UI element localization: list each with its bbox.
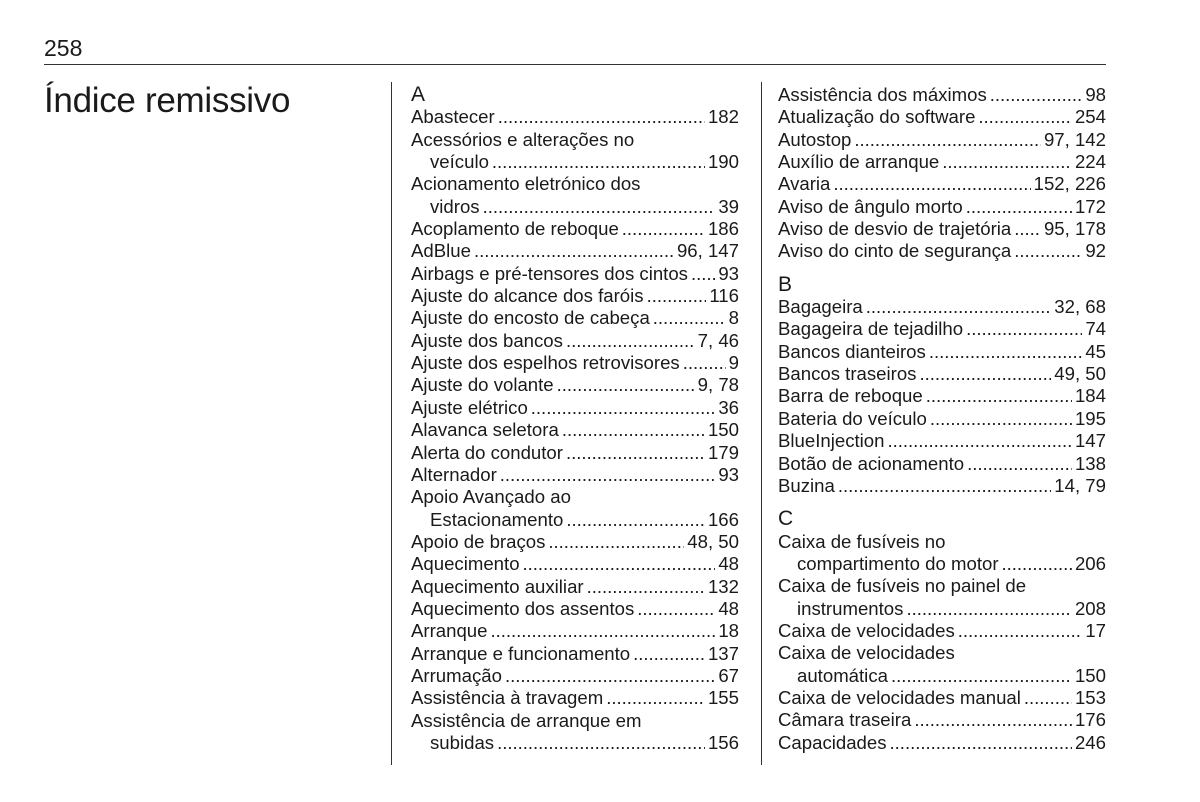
index-entry — [778, 575, 1106, 620]
index-entry — [778, 430, 1106, 452]
column-divider-left — [391, 82, 392, 765]
dot-leader — [978, 106, 1072, 128]
index-term: Aviso do cinto de segurança — [778, 240, 1012, 262]
index-term: Ajuste dos espelhos retrovisores — [411, 352, 680, 374]
index-term: Bagageira — [778, 296, 863, 318]
index-entry — [778, 709, 1106, 731]
index-term: Apoio de braços — [411, 530, 546, 552]
index-term: Arranque e funcionamento — [411, 642, 631, 664]
index-term: Abastecer — [411, 106, 495, 128]
index-entry — [778, 106, 1106, 128]
index-term: Acoplamento de reboque — [411, 218, 619, 240]
dot-leader — [929, 341, 1083, 363]
index-term: Arranque — [411, 620, 488, 642]
dot-leader — [548, 531, 684, 553]
index-entry — [411, 374, 739, 396]
index-page-refs: 92 — [1085, 240, 1106, 262]
index-entry — [411, 553, 739, 575]
index-page-refs: 32, 68 — [1054, 296, 1106, 318]
index-page-refs: 95, 178 — [1043, 218, 1106, 240]
index-page-refs: 96, 147 — [676, 240, 739, 262]
index-entry — [411, 531, 739, 553]
index-term: Apoio Avançado ao — [411, 486, 571, 508]
dot-leader — [833, 173, 1030, 195]
index-entry — [778, 620, 1106, 642]
index-page-refs: 155 — [707, 687, 739, 709]
index-entry — [411, 330, 739, 352]
header-rule — [44, 64, 1106, 65]
index-term: Caixa de velocidades — [778, 642, 955, 664]
index-entry — [411, 665, 739, 687]
dot-leader — [891, 665, 1072, 687]
index-page-refs: 48, 50 — [687, 530, 739, 552]
index-term: Ajuste do alcance dos faróis — [411, 285, 644, 307]
index-page-refs: 150 — [707, 419, 739, 441]
dot-leader — [691, 263, 715, 285]
index-term-continuation: compartimento do motor — [797, 552, 999, 574]
index-page-refs: 184 — [1074, 385, 1106, 407]
index-page-refs: 36 — [718, 396, 739, 418]
index-page-refs: 74 — [1085, 318, 1106, 340]
dot-leader — [1024, 687, 1072, 709]
index-entry — [411, 352, 739, 374]
index-page-refs: 93 — [718, 463, 739, 485]
dot-leader — [930, 408, 1072, 430]
index-page-refs: 14, 79 — [1054, 474, 1106, 496]
dot-leader — [653, 307, 726, 329]
column-divider-right — [761, 82, 762, 765]
index-page-refs: 208 — [1074, 597, 1106, 619]
index-page-refs: 150 — [1074, 664, 1106, 686]
index-term: Acessórios e alterações no — [411, 128, 635, 150]
index-page-refs: 98 — [1085, 84, 1106, 105]
index-page-refs: 39 — [718, 195, 739, 217]
index-entry — [778, 385, 1106, 407]
index-page-refs: 195 — [1074, 407, 1106, 429]
index-entry — [778, 642, 1106, 687]
index-page-refs: 156 — [707, 731, 739, 753]
dot-leader — [990, 84, 1083, 106]
dot-leader — [647, 285, 707, 307]
dot-leader — [497, 732, 705, 754]
dot-leader — [606, 687, 705, 709]
index-term-continuation: automática — [797, 664, 888, 686]
index-page-refs: 97, 142 — [1043, 128, 1106, 150]
index-page-refs: 93 — [718, 262, 739, 284]
index-term: Auxílio de arranque — [778, 151, 940, 173]
index-page-refs: 179 — [707, 441, 739, 463]
index-term-continuation: instrumentos — [797, 597, 904, 619]
dot-leader — [531, 397, 716, 419]
dot-leader — [587, 576, 705, 598]
index-entry — [411, 173, 739, 218]
index-term: Bancos traseiros — [778, 363, 917, 385]
index-term: Bancos dianteiros — [778, 340, 926, 362]
index-page-refs: 9 — [728, 352, 739, 374]
index-entry — [778, 240, 1106, 262]
index-entry — [778, 687, 1106, 709]
index-page-refs: 138 — [1074, 452, 1106, 474]
dot-leader — [967, 453, 1072, 475]
index-term: Alternador — [411, 463, 497, 485]
index-term: Aviso de desvio de trajetória — [778, 218, 1012, 240]
index-term: Aquecimento — [411, 553, 520, 575]
index-page-refs: 152, 226 — [1033, 173, 1106, 195]
index-term: Aquecimento auxiliar — [411, 575, 584, 597]
index-entry — [411, 285, 739, 307]
dot-leader — [1002, 553, 1072, 575]
index-entry — [411, 240, 739, 262]
index-term: Aquecimento dos assentos — [411, 597, 635, 619]
dot-leader — [1014, 218, 1041, 240]
dot-leader — [683, 352, 726, 374]
index-group-letter: B — [778, 272, 793, 296]
index-entry — [778, 218, 1106, 240]
index-term: Bateria do veículo — [778, 407, 927, 429]
index-term: Alerta do condutor — [411, 441, 563, 463]
dot-leader — [866, 296, 1052, 318]
index-term: Capacidades — [778, 731, 887, 753]
index-term: Airbags e pré-tensores dos cintos — [411, 262, 688, 284]
index-term: Barra de reboque — [778, 385, 923, 407]
dot-leader — [854, 129, 1041, 151]
index-term: BlueInjection — [778, 430, 885, 452]
index-term: Assistência à travagem — [411, 687, 604, 709]
index-term: Ajuste do volante — [411, 374, 554, 396]
index-term: Avaria — [778, 173, 831, 195]
index-entry — [778, 341, 1106, 363]
index-entry — [411, 620, 739, 642]
index-page-refs: 8 — [728, 307, 739, 329]
index-page-refs: 45 — [1085, 340, 1106, 362]
index-entry — [411, 106, 739, 128]
index-entry — [411, 643, 739, 665]
dot-leader — [637, 598, 715, 620]
dot-leader — [491, 620, 716, 642]
index-page-refs: 17 — [1085, 619, 1106, 641]
index-entry — [411, 464, 739, 486]
index-term: Bagageira de tejadilho — [778, 318, 964, 340]
dot-leader — [838, 475, 1051, 497]
index-entry — [411, 419, 739, 441]
index-page-refs: 48 — [718, 553, 739, 575]
dot-leader — [505, 665, 715, 687]
index-entry — [411, 442, 739, 464]
index-term: Ajuste elétrico — [411, 396, 528, 418]
dot-leader — [492, 151, 705, 173]
index-term: Ajuste do encosto de cabeça — [411, 307, 650, 329]
index-term: Caixa de fusíveis no painel de — [778, 575, 1027, 597]
index-term: Arrumação — [411, 664, 502, 686]
index-entry — [778, 84, 1106, 106]
index-term: AdBlue — [411, 240, 471, 262]
index-page-refs: 166 — [707, 508, 739, 530]
dot-leader — [622, 218, 705, 240]
index-page-refs: 182 — [707, 106, 739, 128]
index-entry — [778, 296, 1106, 318]
index-entry — [411, 576, 739, 598]
dot-leader — [498, 106, 705, 128]
index-column-2 — [778, 84, 1106, 754]
dot-leader — [500, 464, 716, 486]
index-term: Assistência de arranque em — [411, 709, 642, 731]
index-term: Ajuste dos bancos — [411, 329, 563, 351]
dot-leader — [887, 430, 1071, 452]
dot-leader — [890, 732, 1072, 754]
page-title: Índice remissivo — [44, 81, 291, 120]
index-entry — [411, 397, 739, 419]
index-entry — [778, 196, 1106, 218]
dot-leader — [633, 643, 705, 665]
index-entry — [411, 307, 739, 329]
index-page-refs: 246 — [1074, 731, 1106, 753]
index-term-continuation: veículo — [430, 151, 489, 173]
index-page-refs: 254 — [1074, 106, 1106, 128]
index-page-refs: 116 — [709, 285, 739, 307]
dot-leader — [966, 196, 1072, 218]
index-entry — [411, 598, 739, 620]
index-page-refs: 153 — [1074, 686, 1106, 708]
index-entry — [411, 687, 739, 709]
index-term: Botão de acionamento — [778, 452, 965, 474]
dot-leader — [926, 385, 1072, 407]
index-entry — [411, 129, 739, 174]
dot-leader — [566, 509, 705, 531]
index-entry — [411, 218, 739, 240]
dot-leader — [474, 240, 674, 262]
index-entry — [411, 486, 739, 531]
index-term-continuation: Estacionamento — [430, 508, 564, 530]
index-term-continuation: subidas — [430, 731, 495, 753]
index-entry — [778, 475, 1106, 497]
index-term: Autostop — [778, 128, 852, 150]
index-page-refs: 67 — [718, 664, 739, 686]
index-page-refs: 206 — [1074, 552, 1106, 574]
dot-leader — [914, 709, 1072, 731]
dot-leader — [906, 598, 1072, 620]
index-term: Caixa de velocidades manual — [778, 686, 1021, 708]
index-term-continuation: vidros — [430, 195, 480, 217]
index-page-refs: 18 — [718, 620, 739, 642]
index-page-refs: 7, 46 — [697, 329, 739, 351]
index-page-refs: 49, 50 — [1054, 363, 1106, 385]
index-term: Alavanca seletora — [411, 419, 559, 441]
index-entry — [778, 531, 1106, 576]
index-entry — [411, 263, 739, 285]
index-entry — [411, 710, 739, 755]
index-entry — [778, 129, 1106, 151]
dot-leader — [919, 363, 1051, 385]
index-term: Caixa de fusíveis no — [778, 530, 946, 552]
index-entry — [778, 363, 1106, 385]
dot-leader — [483, 196, 716, 218]
index-page-refs: 9, 78 — [697, 374, 739, 396]
index-entry — [778, 408, 1106, 430]
index-entry — [778, 318, 1106, 340]
dot-leader — [958, 620, 1083, 642]
dot-leader — [1014, 240, 1082, 262]
index-term: Caixa de velocidades — [778, 619, 955, 641]
index-entry — [778, 173, 1106, 195]
page-number: 258 — [44, 35, 83, 61]
dot-leader — [557, 374, 695, 396]
index-term: Acionamento eletrónico dos — [411, 173, 641, 195]
index-entry — [778, 453, 1106, 475]
index-term: Atualização do software — [778, 106, 976, 128]
dot-leader — [566, 442, 705, 464]
index-page-refs: 48 — [718, 597, 739, 619]
dot-leader — [966, 318, 1082, 340]
dot-leader — [562, 419, 705, 441]
index-term: Assistência dos máximos — [778, 84, 987, 105]
dot-leader — [566, 330, 695, 352]
index-page-refs: 132 — [707, 575, 739, 597]
index-page-refs: 176 — [1074, 709, 1106, 731]
index-term: Câmara traseira — [778, 709, 912, 731]
index-group-letter: C — [778, 507, 794, 531]
index-page-refs: 190 — [707, 151, 739, 173]
index-term: Aviso de ângulo morto — [778, 195, 963, 217]
index-entry — [778, 732, 1106, 754]
index-page-refs: 224 — [1074, 151, 1106, 173]
dot-leader — [523, 553, 716, 575]
index-page-refs: 137 — [707, 642, 739, 664]
index-group-letter: A — [411, 83, 426, 106]
index-page-refs: 147 — [1074, 430, 1106, 452]
index-column-1 — [411, 84, 739, 754]
index-page-refs: 172 — [1074, 195, 1106, 217]
dot-leader — [942, 151, 1072, 173]
index-page-refs: 186 — [707, 218, 739, 240]
index-term: Buzina — [778, 474, 835, 496]
index-entry — [778, 151, 1106, 173]
